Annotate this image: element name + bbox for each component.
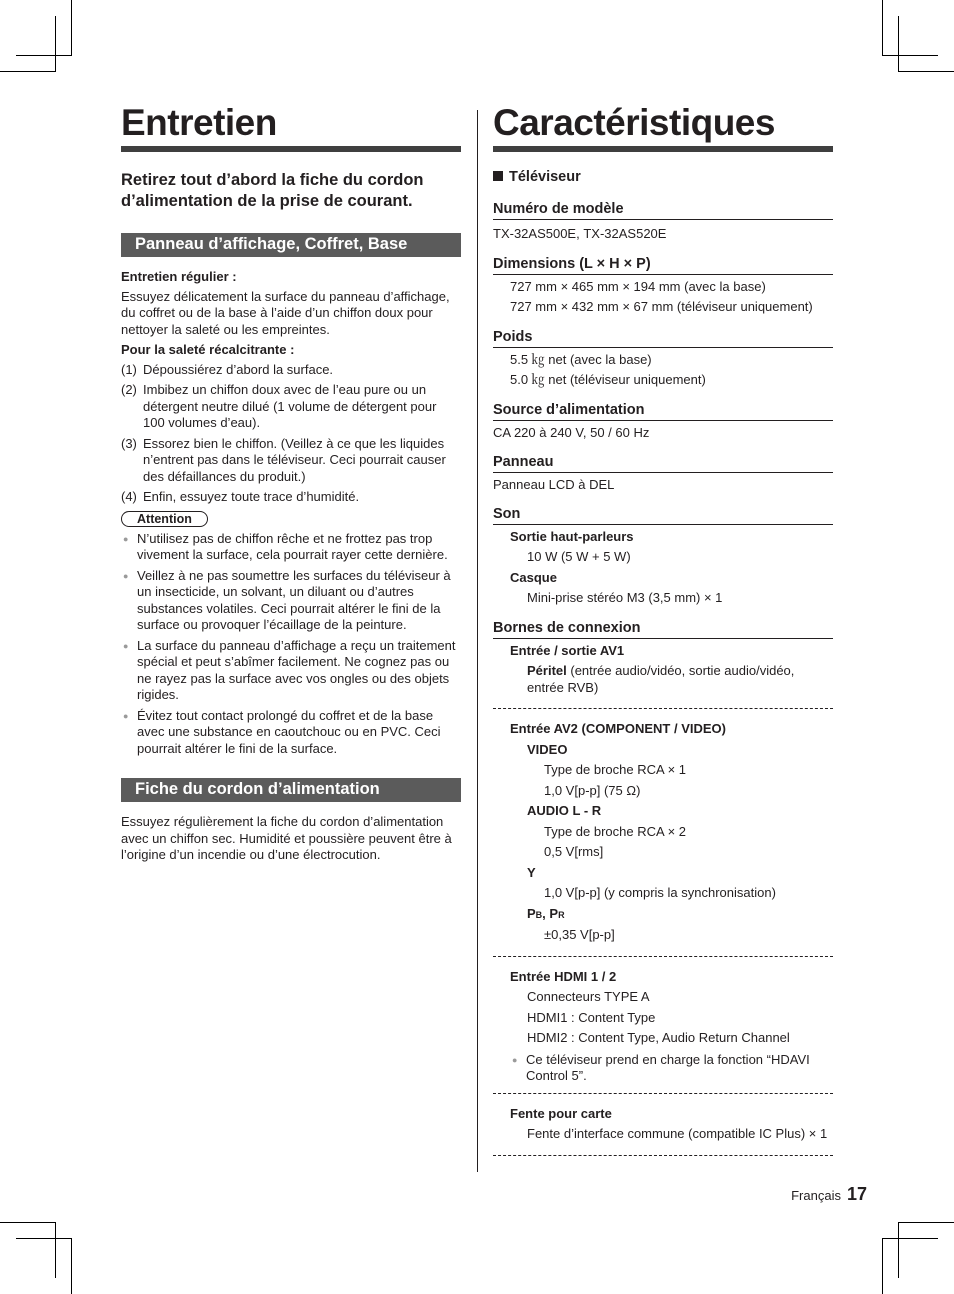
- audio-value: 0,5 V[rms]: [544, 844, 604, 859]
- specifications-title: Caractéristiques: [493, 102, 775, 143]
- weight-heading: Poids: [493, 328, 833, 348]
- dimensions-values: 727 mm × 465 mm × 194 mm (avec la base) 727 mm × 432 mm × 67 mm (téléviseur uniquement): [510, 278, 813, 314]
- crop-mark: [898, 16, 899, 72]
- panel-value: Panneau LCD à DEL: [493, 477, 615, 492]
- list-item: ● La surface du panneau d’affichage a reçu un traitement spécial et peut s’abîmer facilement. Ne cognez pas ou ne rayez pas la surface avec vos ongles ou des objets rigides.: [121, 638, 461, 704]
- headphone-label: Casque: [510, 569, 557, 585]
- page-footer: [791, 1184, 867, 1205]
- crop-mark: [71, 0, 72, 56]
- model-heading: Numéro de modèle: [493, 200, 833, 220]
- stubborn-dirt-label: Pour la saleté récalcitrante :: [121, 342, 295, 357]
- specifications-column: [493, 100, 833, 1156]
- y-label: Y: [527, 864, 536, 880]
- cleaning-steps: [121, 362, 461, 506]
- model-value: TX-32AS500E, TX-32AS520E: [493, 226, 667, 241]
- crop-mark: [16, 55, 72, 56]
- crop-mark: [16, 1238, 72, 1239]
- plug-text: Essuyez régulièrement la fiche du cordon d’alimentation avec un chiffon sec. Humidité et poussière peuvent être à l’origine d’un incendie ou d’une électrocution.: [121, 814, 452, 862]
- panel-section-heading: Panneau d’affichage, Coffret, Base: [121, 233, 461, 257]
- dimensions-heading: Dimensions (L × H × P): [493, 255, 833, 275]
- av1-label: Entrée / sortie AV1: [510, 642, 625, 658]
- list-item: ● Veillez à ne pas soumettre les surfaces du téléviseur à un insecticide, un solvant, un diluant ou d’autres substances volatiles. Ceci pourrait altérer le fini de la surface ou provoquer l’écaillage de la peinture.: [121, 568, 461, 634]
- av1-value: Péritel (entrée audio/vidéo, sortie audio/vidéo, entrée RVB): [527, 663, 795, 695]
- headphone-value: Mini-prise stéréo M3 (3,5 mm) × 1: [527, 590, 723, 605]
- regular-maintenance-label: Entretien régulier :: [121, 269, 237, 284]
- maintenance-title: Entretien: [121, 102, 277, 143]
- list-item: ● Ce téléviseur prend en charge la fonction “HDAVI Control 5”.: [510, 1052, 833, 1085]
- terminals-heading: Bornes de connexion: [493, 619, 833, 639]
- crop-mark: [882, 1238, 883, 1294]
- hdmi-note-list: [510, 1052, 833, 1085]
- av2-block: [493, 719, 833, 946]
- av2-label: Entrée AV2 (COMPONENT / VIDEO): [510, 721, 726, 736]
- crop-mark: [0, 1222, 55, 1223]
- hdmi-value: HDMI2 : Content Type, Audio Return Channel: [527, 1030, 790, 1045]
- video-label: VIDEO: [527, 741, 568, 757]
- crop-mark: [898, 1222, 899, 1278]
- black-square-icon: [493, 171, 503, 181]
- hdmi-value: HDMI1 : Content Type: [527, 1009, 656, 1025]
- y-value: 1,0 V[p-p] (y compris la synchronisation): [544, 885, 776, 900]
- list-item: (1) Dépoussiérez d’abord la surface.: [121, 361, 334, 377]
- list-item: (3) Essorez bien le chiffon. (Veillez à ce que les liquides n’entrent pas dans le téléviseur. Ceci pourrait causer des défaillances du produit.): [121, 435, 446, 484]
- page-number: 17: [846, 1184, 867, 1204]
- footer-language: Français: [791, 1188, 841, 1203]
- crop-mark: [882, 55, 938, 56]
- sound-heading: Son: [493, 505, 833, 525]
- title-rule: [121, 146, 461, 152]
- crop-mark: [55, 1222, 56, 1278]
- power-value: CA 220 à 240 V, 50 / 60 Hz: [493, 424, 650, 440]
- audio-value: Type de broche RCA × 2: [544, 823, 687, 839]
- speaker-value: 10 W (5 W + 5 W): [527, 549, 631, 564]
- video-value: 1,0 V[p-p] (75 Ω): [544, 782, 641, 798]
- title-rule: [493, 146, 833, 152]
- dashed-divider: [493, 1155, 833, 1156]
- intro-warning: Retirez tout d’abord la fiche du cordon d’alimentation de la prise de courant.: [121, 171, 424, 210]
- crop-mark: [0, 71, 55, 72]
- audio-label: AUDIO L - R: [527, 803, 602, 818]
- video-value: Type de broche RCA × 1: [544, 762, 687, 777]
- hdmi-label: Entrée HDMI 1 / 2: [510, 968, 617, 984]
- dashed-divider: [493, 708, 833, 709]
- hdmi-value: Connecteurs TYPE A: [527, 989, 650, 1004]
- av1-block: [493, 641, 833, 697]
- crop-mark: [71, 1238, 72, 1294]
- plug-section-heading: Fiche du cordon d’alimentation: [121, 778, 461, 802]
- speaker-label: Sortie haut-parleurs: [510, 528, 634, 544]
- crop-mark: [899, 1222, 954, 1223]
- dashed-divider: [493, 1093, 833, 1094]
- sound-block: [493, 527, 833, 609]
- list-item: ● N’utilisez pas de chiffon rêche et ne frottez pas trop vivement la surface, cela pourrait rayer cette dernière.: [121, 531, 461, 564]
- hdmi-block: [493, 967, 833, 1085]
- attention-badge: Attention: [121, 511, 208, 527]
- attention-list: [121, 531, 461, 758]
- list-item: (4) Enfin, essuyez toute trace d’humidité.: [121, 489, 360, 504]
- panel-heading: Panneau: [493, 453, 833, 473]
- pbpr-value: ±0,35 V[p-p]: [544, 927, 615, 942]
- crop-mark: [899, 71, 954, 72]
- crop-mark: [882, 1238, 938, 1239]
- crop-mark: [882, 0, 883, 56]
- regular-maintenance-text: Essuyez délicatement la surface du panneau d’affichage, du coffret ou de la base à l’aide d’un chiffon doux pour nettoyer la saleté ou les empreintes.: [121, 288, 450, 337]
- list-item: (2) Imbibez un chiffon doux avec de l’eau pure ou un détergent neutre dilué (1 volume de détergent pour 100 volumes d’eau).: [121, 382, 437, 430]
- crop-mark: [55, 16, 56, 72]
- column-divider: [477, 110, 478, 1172]
- card-label: Fente pour carte: [510, 1105, 612, 1121]
- weight-values: 5.5 ㎏ net (avec la base) 5.0 ㎏ net (téléviseur uniquement): [510, 351, 706, 387]
- tv-label: Téléviseur: [493, 168, 833, 186]
- list-item: ● Évitez tout contact prolongé du coffret et de la base avec une substance en caoutchouc ou en PVC. Ceci pourrait altérer le fini de la surface.: [121, 708, 461, 758]
- dashed-divider: [493, 956, 833, 957]
- card-block: [493, 1104, 833, 1145]
- card-value: Fente d’interface commune (compatible IC Plus) × 1: [527, 1126, 828, 1141]
- power-heading: Source d’alimentation: [493, 401, 833, 421]
- pbpr-label: PB, PR: [527, 905, 565, 921]
- maintenance-column: [121, 100, 461, 864]
